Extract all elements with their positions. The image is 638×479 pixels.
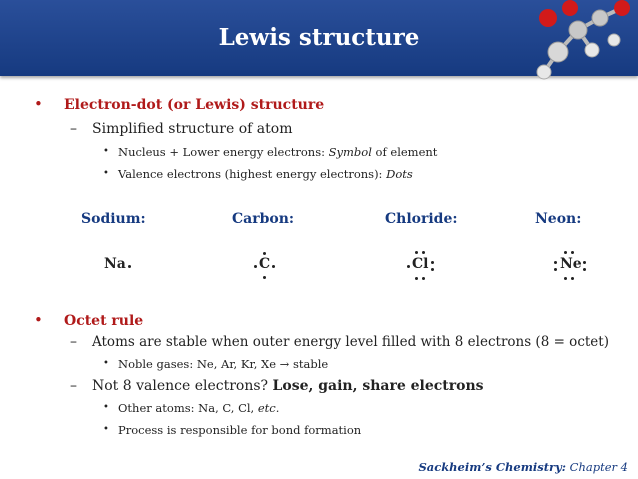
- electron-dot: [415, 251, 418, 254]
- detail-nucleus-italic: Symbol: [328, 145, 372, 159]
- dash: –: [70, 334, 77, 350]
- bullet: •: [103, 168, 109, 179]
- electron-dot: [422, 277, 425, 280]
- electron-dot: [263, 276, 266, 279]
- electron-dot: [554, 268, 557, 271]
- footer-book: Sackheim’s Chemistry:: [418, 460, 567, 474]
- section-heading-octet-rule: Octet rule: [64, 313, 144, 329]
- subpoint-not-eight-text: Not 8 valence electrons?: [92, 378, 273, 394]
- electron-dot: [583, 268, 586, 271]
- detail-other-atoms-text: Other atoms: Na, C, Cl,: [118, 401, 258, 415]
- detail-valence: [118, 167, 413, 181]
- electron-dot: [564, 251, 567, 254]
- element-symbol-carbon: C: [259, 256, 271, 272]
- detail-other-atoms-italic: etc.: [257, 401, 280, 415]
- slide-title: Lewis structure: [218, 24, 420, 51]
- element-symbol-sodium: Na: [104, 256, 126, 272]
- element-label-sodium: Sodium:: [81, 211, 146, 227]
- electron-dot: [431, 261, 434, 264]
- electron-dot: [583, 261, 586, 264]
- electron-dot: [263, 252, 266, 255]
- element-label-carbon: Carbon:: [232, 211, 295, 227]
- section-heading-electron-dot: Electron-dot (or Lewis) structure: [64, 97, 325, 113]
- detail-noble-gases: Noble gases: Ne, Ar, Kr, Xe → stable: [118, 357, 329, 371]
- electron-dot: [564, 277, 567, 280]
- lewis-neon: [552, 246, 612, 286]
- bullet: •: [103, 424, 109, 435]
- electron-dot: [254, 265, 257, 268]
- bullet: •: [103, 402, 109, 413]
- electron-dot: [128, 265, 131, 268]
- dash: –: [70, 378, 77, 394]
- dash: –: [70, 121, 77, 137]
- electron-dot: [431, 268, 434, 271]
- element-symbol-chlorine: Cl: [412, 256, 429, 272]
- subpoint-atoms-stable: Atoms are stable when outer energy level filled with 8 electrons (8 = octet): [92, 334, 609, 350]
- molecule-model-image: [518, 0, 638, 82]
- detail-bond-formation: Process is responsible for bond formation: [118, 423, 362, 437]
- detail-valence-italic: Dots: [386, 167, 413, 181]
- detail-nucleus-text: Nucleus + Lower energy electrons:: [118, 145, 329, 159]
- electron-dot: [571, 251, 574, 254]
- element-symbol-neon: Ne: [560, 256, 582, 272]
- detail-valence-text: Valence electrons (highest energy electrons):: [118, 167, 387, 181]
- bullet: •: [103, 358, 109, 369]
- element-label-neon: Neon:: [535, 211, 582, 227]
- footer-citation: [418, 460, 628, 474]
- lewis-chlorine: [403, 246, 463, 286]
- electron-dot: [415, 277, 418, 280]
- detail-nucleus-tail: of element: [371, 145, 438, 159]
- bullet: •: [34, 311, 43, 329]
- subpoint-not-eight-bold: Lose, gain, share electrons: [272, 378, 484, 394]
- detail-nucleus: [118, 145, 437, 159]
- lewis-carbon: [250, 246, 310, 286]
- bullet: •: [34, 95, 43, 113]
- electron-dot: [554, 261, 557, 264]
- electron-dot: [422, 251, 425, 254]
- footer-chapter: Chapter 4: [566, 460, 628, 474]
- detail-other-atoms: [118, 401, 279, 415]
- bullet: •: [103, 146, 109, 157]
- electron-dot: [272, 265, 275, 268]
- element-label-chloride: Chloride:: [385, 211, 458, 227]
- subpoint-simplified-structure: Simplified structure of atom: [92, 121, 293, 137]
- electron-dot: [407, 265, 410, 268]
- subpoint-not-eight: [92, 378, 484, 394]
- electron-dot: [571, 277, 574, 280]
- lewis-sodium: [100, 246, 160, 286]
